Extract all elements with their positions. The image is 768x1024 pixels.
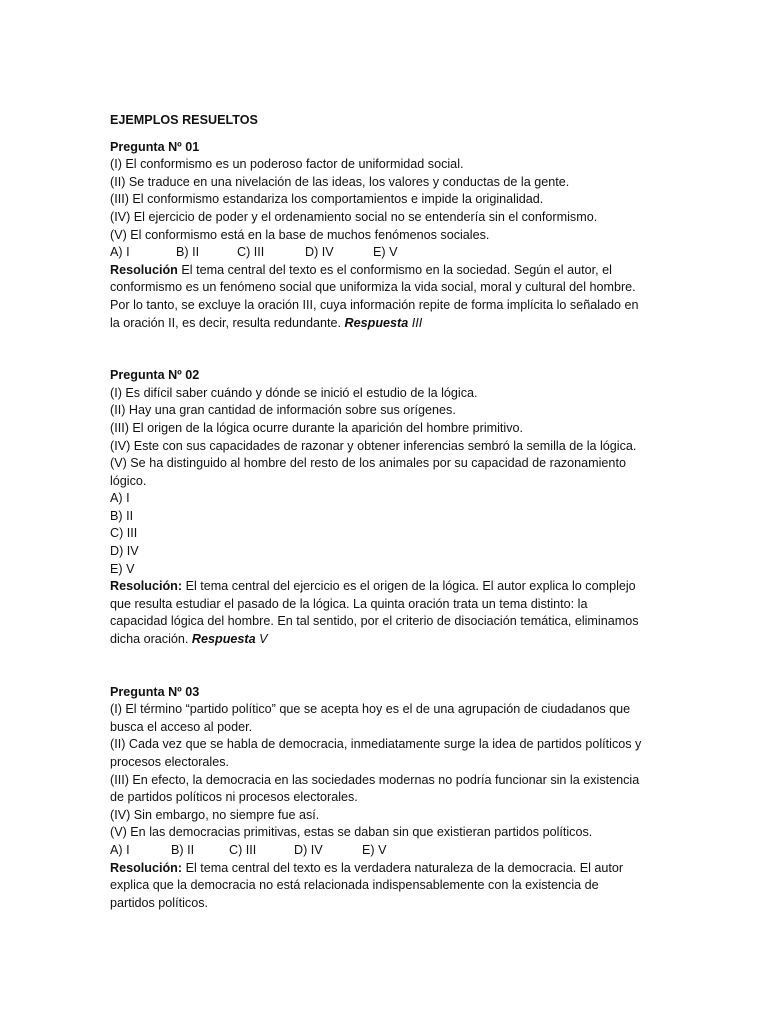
question-3-options (110, 842, 670, 860)
question-1 (110, 139, 670, 333)
question-1-resolution-text-4: la oración II, es decir, resulta redundante. (110, 315, 345, 330)
question-3-resolution-text-1: El tema central del texto es la verdadera naturaleza de la democracia. El autor (182, 860, 624, 875)
question-1-option-e: E) V (373, 245, 398, 260)
question-2 (110, 367, 670, 649)
question-2-option-d: D) IV (110, 544, 139, 559)
question-1-answer-label: Respuesta (344, 315, 409, 330)
question-3-resolution-line-1 (110, 860, 670, 878)
question-1-answer-value: III (411, 315, 423, 330)
question-2-sentence-2: (II) Hay una gran cantidad de información sobre sus orígenes. (110, 403, 456, 418)
question-3-resolution-line-3: partidos políticos. (110, 895, 209, 910)
question-1-options (110, 244, 670, 262)
question-3-sentence-3-cont: de partidos políticos ni procesos electorales. (110, 790, 358, 805)
question-3-option-a: A) I (110, 842, 130, 857)
question-2-heading: Pregunta Nº 02 (110, 368, 200, 383)
question-2-resolution-text-4: dicha oración. (110, 632, 192, 647)
question-3-resolution-line-2: explica que la democracia no está relacionada indispensablemente con la existencia de (110, 878, 599, 893)
question-3-heading: Pregunta Nº 03 (110, 684, 200, 699)
question-1-resolution-line-1 (110, 262, 670, 280)
question-2-option-c: C) III (110, 526, 138, 541)
question-2-resolution-line-3: capacidad lógica del hombre. En tal sentido, por el criterio de disociación temática, eliminamos (110, 614, 639, 629)
question-2-resolution-line-2: que resulta estudiar el pasado de la lógica. La quinta oración trata un tema distinto: la (110, 596, 588, 611)
question-1-resolution-line-4 (110, 315, 670, 333)
question-1-resolution-line-2: conformismo es un fenómeno social que uniformiza la vida social, moral y cultural del hombre. (110, 280, 636, 295)
question-1-option-c: C) III (237, 245, 265, 260)
question-1-sentence-4: (IV) El ejercicio de poder y el ordenamiento social no se entendería sin el conformismo. (110, 209, 598, 224)
question-2-resolution-label: Resolución: (110, 579, 183, 594)
question-3-option-b: B) II (171, 842, 195, 857)
question-2-resolution-line-1 (110, 578, 670, 596)
question-1-option-d: D) IV (305, 245, 334, 260)
question-1-sentence-3: (III) El conformismo estandariza los comportamientos e impide la originalidad. (110, 192, 544, 207)
question-2-option-a: A) I (110, 491, 130, 506)
question-3 (110, 684, 670, 913)
question-3-option-d: D) IV (294, 842, 323, 857)
question-2-option-e: E) V (110, 561, 135, 576)
question-3-option-e: E) V (362, 842, 387, 857)
question-2-answer-value: V (259, 632, 268, 647)
question-1-resolution-line-3: Por lo tanto, se excluye la oración III, cuya información repite de forma implícita lo señalado en (110, 297, 639, 312)
question-3-resolution-label: Resolución: (110, 860, 183, 875)
question-2-option-b: B) II (110, 508, 134, 523)
question-3-sentence-2-cont: procesos electorales. (110, 755, 230, 769)
question-2-sentence-5-cont: lógico. (110, 473, 147, 488)
question-1-sentence-5: (V) El conformismo está en la base de muchos fenómenos sociales. (110, 227, 490, 242)
document-title: EJEMPLOS RESUELTOS (110, 113, 258, 127)
question-1-option-b: B) II (176, 245, 200, 260)
question-2-sentence-4: (IV) Este con sus capacidades de razonar y obtener inferencias sembró la semilla de la lógica. (110, 438, 637, 453)
question-3-sentence-3: (III) En efecto, la democracia en las sociedades modernas no podría funcionar sin la existencia (110, 772, 640, 787)
question-3-sentence-5: (V) En las democracias primitivas, estas se daban sin que existieran partidos políticos. (110, 825, 593, 840)
question-2-answer-label: Respuesta (191, 632, 256, 647)
question-3-sentence-1: (I) El término “partido político” que se acepta hoy es el de una agrupación de ciudadanos que (110, 702, 631, 717)
question-1-sentence-2: (II) Se traduce en una nivelación de las ideas, los valores y conductas de la gente. (110, 174, 570, 189)
question-2-sentence-3: (III) El origen de la lógica ocurre durante la aparición del hombre primitivo. (110, 420, 523, 435)
question-1-resolution-text-1: El tema central del texto es el conformismo en la sociedad. Según el autor, el (177, 262, 612, 277)
question-1-resolution-label: Resolución (110, 262, 178, 277)
question-1-sentence-1: (I) El conformismo es un poderoso factor de uniformidad social. (110, 157, 464, 172)
question-2-sentence-5: (V) Se ha distinguido al hombre del resto de los animales por su capacidad de razonamiento (110, 456, 626, 471)
question-2-sentence-1: (I) Es difícil saber cuándo y dónde se inició el estudio de la lógica. (110, 385, 478, 400)
question-3-sentence-4: (IV) Sin embargo, no siempre fue así. (110, 807, 320, 822)
question-2-resolution-line-4 (110, 631, 670, 649)
question-1-option-a: A) I (110, 245, 130, 260)
question-3-sentence-1-cont: busca el acceso al poder. (110, 719, 253, 734)
question-1-heading: Pregunta Nº 01 (110, 139, 200, 154)
question-2-resolution-text-1: El tema central del ejercicio es el origen de la lógica. El autor explica lo complejo (182, 579, 636, 594)
document-page (110, 112, 670, 912)
question-3-sentence-2: (II) Cada vez que se habla de democracia, inmediatamente surge la idea de partidos políticos y (110, 737, 642, 752)
question-3-option-c: C) III (229, 842, 257, 857)
